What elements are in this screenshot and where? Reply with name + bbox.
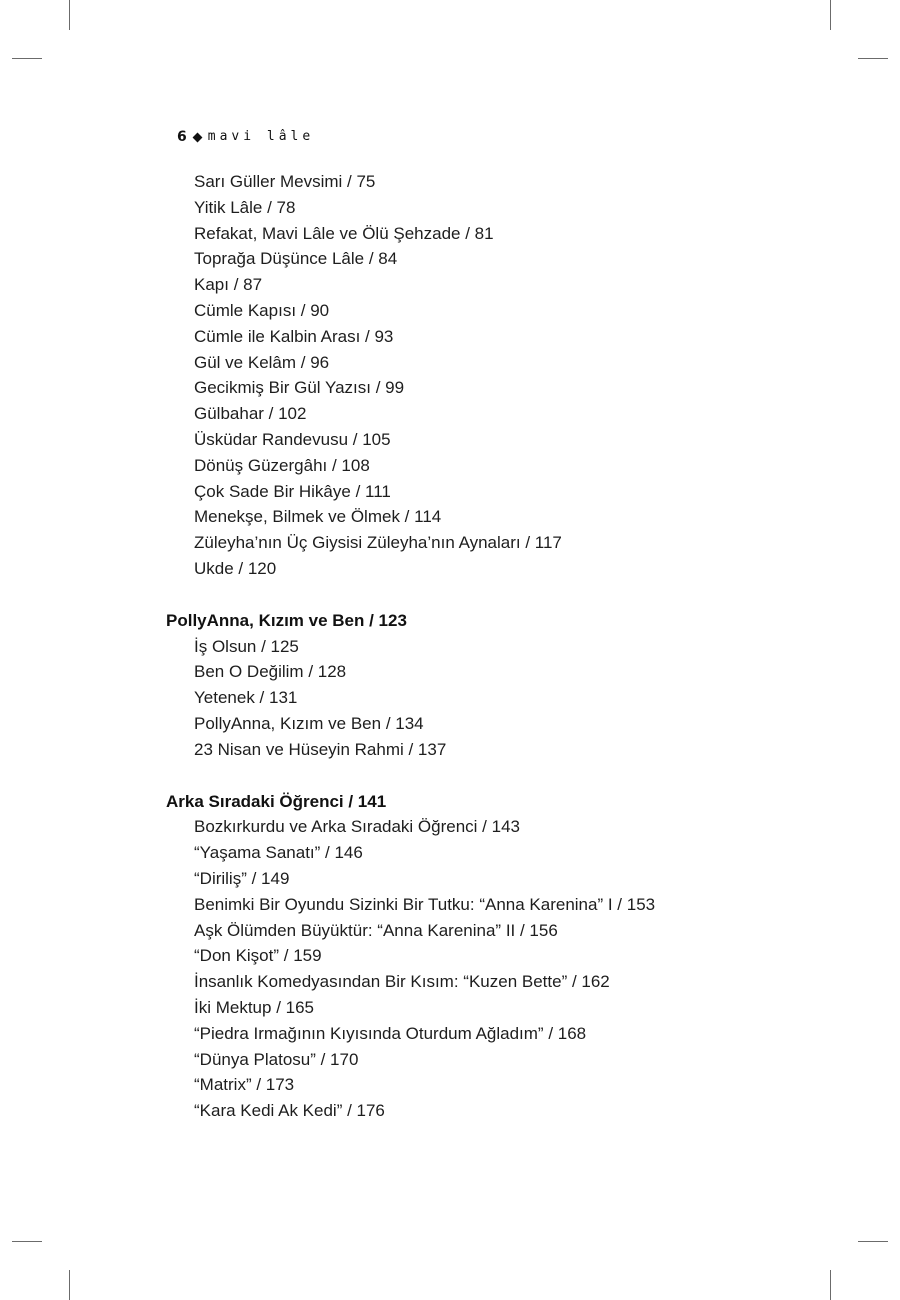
book-title: mavi lâle: [207, 129, 315, 144]
toc-entry: “Dünya Platosu” / 170: [194, 1049, 359, 1069]
crop-mark-bottom-right: [830, 1270, 831, 1300]
toc-entry: Cümle ile Kalbin Arası / 93: [194, 326, 394, 346]
toc-entry: Çok Sade Bir Hikâye / 111: [194, 481, 391, 501]
toc-entry: “Yaşama Sanatı” / 146: [194, 843, 363, 863]
table-of-contents: [0, 169, 900, 1124]
toc-entry: PollyAnna, Kızım ve Ben / 134: [194, 713, 424, 733]
toc-section: [0, 608, 900, 763]
toc-entry: 23 Nisan ve Hüseyin Rahmi / 137: [194, 739, 447, 759]
toc-entry: İş Olsun / 125: [194, 636, 299, 656]
crop-mark-right-top: [858, 58, 888, 59]
running-header: [177, 127, 314, 147]
toc-entry: İnsanlık Komedyasından Bir Kısım: “Kuzen Bette” / 162: [194, 972, 610, 992]
toc-entry: Kapı / 87: [194, 275, 263, 295]
toc-entry: Dönüş Güzergâhı / 108: [194, 455, 370, 475]
crop-mark-top-left: [69, 0, 70, 30]
toc-entry: Benimki Bir Oyundu Sizinki Bir Tutku: “Anna Karenina” I / 153: [194, 894, 656, 914]
toc-entry: Refakat, Mavi Lâle ve Ölü Şehzade / 81: [194, 223, 494, 243]
toc-entry: İki Mektup / 165: [194, 997, 315, 1017]
toc-entry: Ben O Değilim / 128: [194, 662, 347, 682]
crop-mark-left-top: [12, 58, 42, 59]
toc-entry: Gecikmiş Bir Gül Yazısı / 99: [194, 378, 405, 398]
crop-mark-top-right: [830, 0, 831, 30]
page-number: 6: [177, 129, 187, 145]
toc-entry: Menekşe, Bilmek ve Ölmek / 114: [194, 507, 442, 527]
toc-entry: Yitik Lâle / 78: [194, 197, 296, 217]
toc-entry: Sarı Güller Mevsimi / 75: [194, 172, 376, 191]
toc-section: [0, 169, 900, 582]
toc-entry: Üsküdar Randevusu / 105: [194, 429, 391, 449]
crop-mark-left-bottom: [12, 1241, 42, 1242]
crop-mark-right-bottom: [858, 1241, 888, 1242]
toc-entry-list: [0, 634, 900, 763]
toc-entry: “Piedra Irmağının Kıyısında Oturdum Ağladım” / 168: [194, 1023, 587, 1043]
toc-entry: Toprağa Düşünce Lâle / 84: [194, 249, 398, 269]
toc-entry: Gül ve Kelâm / 96: [194, 352, 330, 372]
toc-entry: “Kara Kedi Ak Kedi” / 176: [194, 1101, 385, 1121]
crop-mark-bottom-left: [69, 1270, 70, 1300]
toc-entry: Ukde / 120: [194, 558, 277, 578]
toc-entry: Bozkırkurdu ve Arka Sıradaki Öğrenci / 143: [194, 817, 520, 837]
toc-entry: “Diriliş” / 149: [194, 868, 290, 888]
toc-entry: Aşk Ölümden Büyüktür: “Anna Karenina” II / 156: [194, 920, 558, 940]
toc-entry-list: [0, 169, 900, 582]
section-title: Arka Sıradaki Öğrenci / 141: [166, 791, 387, 811]
toc-entry-list: [0, 814, 900, 1124]
toc-entry: Gülbahar / 102: [194, 404, 307, 424]
toc-entry: “Don Kişot” / 159: [194, 946, 322, 966]
toc-entry: Cümle Kapısı / 90: [194, 300, 330, 320]
toc-entry: “Matrix” / 173: [194, 1075, 295, 1095]
diamond-bullet-icon: [192, 132, 202, 142]
toc-section: [0, 789, 900, 1124]
toc-entry: Züleyha’nın Üç Giysisi Züleyha’nın Aynaları / 117: [194, 533, 562, 553]
section-title: PollyAnna, Kızım ve Ben / 123: [166, 610, 407, 630]
toc-entry: Yetenek / 131: [194, 688, 298, 708]
